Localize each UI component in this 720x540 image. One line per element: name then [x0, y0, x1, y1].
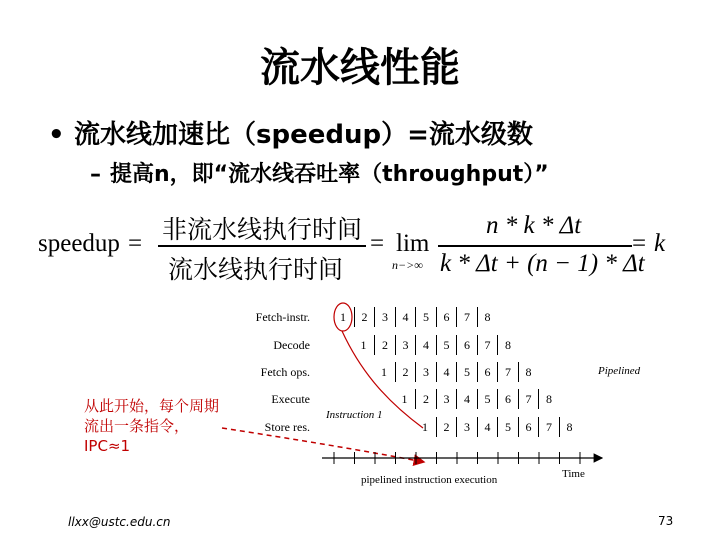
pipeline-cell-stage5-instr5: 5 [497, 417, 518, 437]
pipeline-cell-stage4-instr5: 5 [477, 389, 498, 409]
pipeline-cell-stage2-instr3: 3 [395, 335, 416, 355]
pipeline-cell-stage5-instr3: 3 [456, 417, 477, 437]
formula-fraction-bar-2 [438, 245, 632, 247]
formula-eq-3: = [632, 230, 647, 257]
formula-denominator: 流水线执行时间 [168, 257, 344, 284]
formula-result: k [654, 230, 666, 257]
pipeline-cell-stage2-instr8: 8 [497, 335, 518, 355]
page-number: 73 [658, 514, 674, 528]
pipeline-cell-stage3-instr1: 1 [381, 365, 387, 379]
pipeline-cell-stage4-instr1: 1 [401, 392, 408, 406]
pipeline-cell-stage1-instr1: 1 [340, 310, 346, 324]
pipeline-cell-stage2-instr4: 4 [415, 335, 436, 355]
pipelined-label: Pipelined [598, 365, 641, 377]
formula-lim: lim [396, 230, 430, 257]
slide-title: 流水线性能 [260, 45, 460, 91]
bullet-marker: • [48, 120, 65, 150]
formula-lim-numerator: n * k * Δt [486, 212, 582, 239]
pipeline-cell-stage1-instr8: 8 [477, 307, 498, 327]
stage-label-store-res: Store res. [264, 420, 310, 434]
pipeline-cell-stage5-instr7: 7 [538, 417, 559, 437]
pipeline-cell-stage5-instr1: 1 [422, 420, 428, 434]
pipeline-cell-stage2-instr6: 6 [456, 335, 477, 355]
bullet-speedup [48, 114, 533, 151]
pipeline-cell-stage2-instr2: 2 [374, 335, 395, 355]
stage-label-decode: Decode [273, 338, 310, 352]
pipeline-cell-stage5-instr8: 8 [559, 417, 580, 437]
pipeline-cell-stage5-instr6: 6 [518, 417, 539, 437]
instruction-1-label: Instruction 1 [326, 409, 383, 421]
pipeline-cell-stage4-instr6: 6 [497, 389, 518, 409]
pipeline-cell-stage3-instr8: 8 [518, 362, 539, 382]
pipeline-cell-stage3-instr7: 7 [497, 362, 518, 382]
stage-label-execute: Execute [271, 392, 310, 406]
pipeline-cell-stage4-instr8: 8 [538, 389, 559, 409]
pipeline-cell-stage3-instr4: 4 [436, 362, 457, 382]
pipeline-cell-stage5-instr2: 2 [436, 417, 457, 437]
bullet-throughput [90, 157, 549, 188]
pipeline-cell-stage3-instr2: 2 [395, 362, 416, 382]
ipc-note: 从此开始，每个周期流出一条指令，IPC≈1 [84, 397, 220, 455]
pipeline-cell-stage2-instr1: 1 [360, 338, 367, 352]
pipeline-cell-stage3-instr6: 6 [477, 362, 498, 382]
time-axis-label: Time [562, 468, 585, 480]
pipeline-cell-stage1-instr3: 3 [374, 307, 395, 327]
stage-label-fetch-instr: Fetch-instr. [255, 310, 310, 324]
pipeline-cell-stage2-instr7: 7 [477, 335, 498, 355]
pipeline-cell-stage2-instr5: 5 [436, 335, 457, 355]
bullet-throughput-text: 提高n，即“流水线吞吐率（throughput）” [110, 162, 549, 187]
formula-eq-1: = [128, 230, 143, 257]
formula-fraction-bar-1 [158, 245, 366, 247]
formula-numerator: 非流水线执行时间 [162, 217, 363, 244]
pipeline-cell-stage3-instr5: 5 [456, 362, 477, 382]
pipeline-cell-stage4-instr3: 3 [436, 389, 457, 409]
pipeline-cell-stage1-instr6: 6 [436, 307, 457, 327]
pipeline-cell-stage1-instr4: 4 [395, 307, 416, 327]
formula-lim-sub: n−>∞ [392, 258, 423, 272]
pipeline-cell-stage4-instr2: 2 [415, 389, 436, 409]
formula-eq-2: = [370, 230, 385, 257]
bullet-speedup-text: 流水线加速比（speedup）=流水级数 [74, 120, 533, 150]
formula-lhs: speedup [38, 230, 120, 257]
pipeline-cell-stage1-instr5: 5 [415, 307, 436, 327]
pipeline-cell-stage4-instr7: 7 [518, 389, 539, 409]
footer-email: llxx@ustc.edu.cn [68, 515, 171, 529]
x-axis-label: pipelined instruction execution [361, 474, 498, 486]
pipeline-cell-stage4-instr4: 4 [456, 389, 477, 409]
sub-bullet-marker: – [90, 162, 101, 187]
pipeline-cell-stage3-instr3: 3 [415, 362, 436, 382]
formula-lim-denominator: k * Δt + (n − 1) * Δt [440, 250, 645, 277]
time-axis [322, 452, 602, 464]
speedup-formula [38, 208, 688, 284]
pipeline-cell-stage1-instr2: 2 [354, 307, 375, 327]
pipeline-cell-stage5-instr4: 4 [477, 417, 498, 437]
pipeline-cell-stage1-instr7: 7 [456, 307, 477, 327]
stage-label-fetch-ops: Fetch ops. [260, 365, 310, 379]
